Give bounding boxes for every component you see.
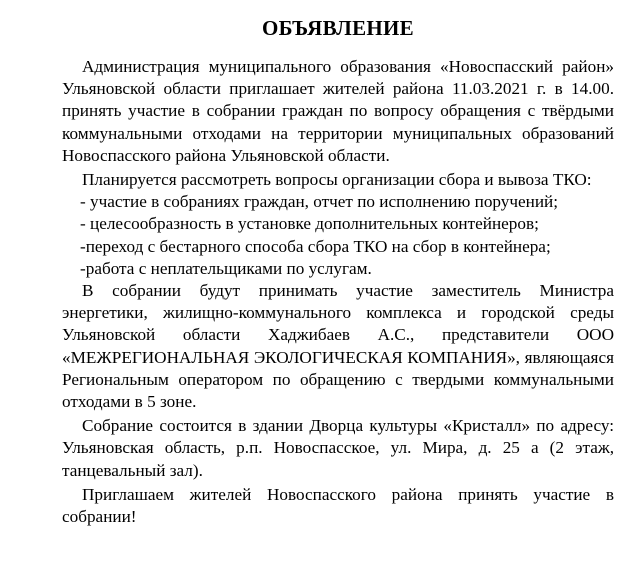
paragraph-closing: Приглашаем жителей Новоспасского района принять участие в собрании! (62, 484, 614, 527)
paragraph-location: Собрание состоится в здании Дворца культуры «Кристалл» по адресу: Ульяновская область, р.п. Новоспасское, ул. Мира, д. 25 а (2 этаж, танцевальный зал). (62, 416, 614, 480)
paragraph-participants: В собрании будут принимать участие заместитель Министра энергетики, жилищно-коммунального комплекса и городской среды Ульяновской области Хаджибаев А.С., представители ООО «МЕЖРЕГИОНАЛЬНАЯ ЭКОЛОГИЧЕСКАЯ КОМПАНИЯ», являющаяся Региональным оператором по обращению с твердыми коммунальными отходами в 5 зоне. (62, 281, 614, 412)
paragraph-invitation: Администрация муниципального образования «Новоспасский район» Ульяновской области приглашает жителей района 11.03.2021 г. в 14.00. принять участие в собрании граждан по вопросу обращения с твёрдыми коммунальными отходами на территории муниципальных образований Новоспасского района Ульяновской области. (62, 57, 614, 165)
list-item: - целесообразность в установке дополнительных контейнеров; (80, 214, 539, 234)
list-item: -работа с неплательщиками по услугам. (80, 258, 372, 278)
list-item: - участие в собраниях граждан, отчет по исполнению поручений; (80, 192, 559, 212)
announcement-document (62, 14, 614, 528)
list-item: -переход с бестарного способа сбора ТКО на сбор в контейнера; (80, 236, 551, 256)
agenda-list (62, 191, 614, 280)
paragraph-agenda-intro: Планируется рассмотреть вопросы организации сбора и вывоза ТКО: (82, 170, 592, 190)
page-title: ОБЪЯВЛЕНИЕ (262, 16, 414, 40)
